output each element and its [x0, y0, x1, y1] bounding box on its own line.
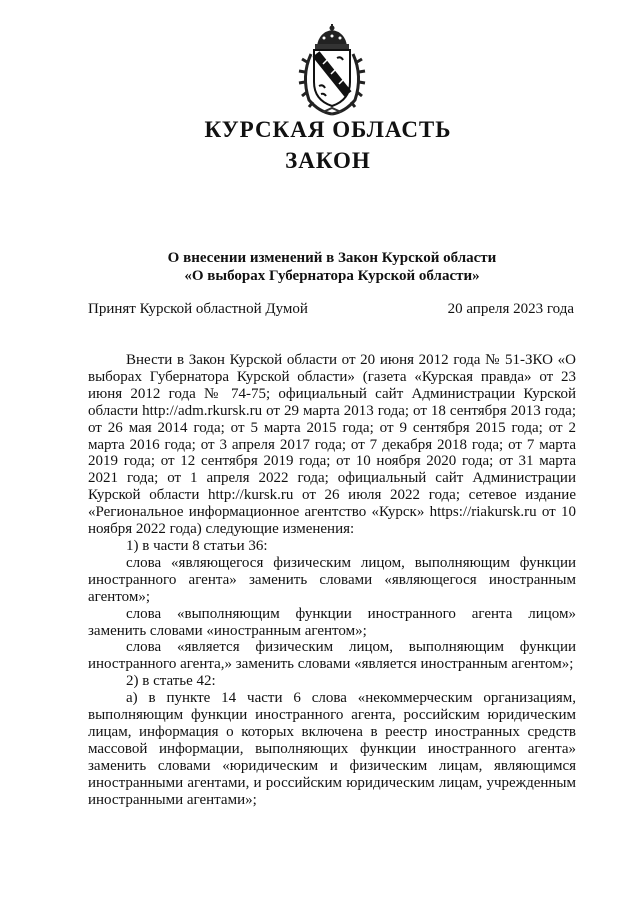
body-paragraph: слова «выполняющим функции иностранного агента лицом» заменить словами «иностранным агентом»;	[88, 605, 576, 639]
body-paragraph: а) в пункте 14 части 6 слова «некоммерческим организациям, выполняющим функции иностранного агента, российским юридическим лицам, информация о которых включена в реестр иностранных средств массовой информации, выполняющих функции иностранного агента» заменить словами «юридическим и физическим лицам, являющимся иностранными агентами, и российским юридическим лицам, учрежденным иностранными агентами»;	[88, 690, 576, 808]
body-paragraph: Внести в Закон Курской области от 20 июня 2012 года № 51-ЗКО «О выборах Губернатора Курской области» (газета «Курская правда» от 23 июня 2012 года № 74-75; официальный сайт Администрации Курской области http://adm.rkursk.ru от 29 марта 2013 года; от 18 сентября 2013 года; от 26 мая 2014 года; от 5 марта 2015 года; от 9 сентября 2015 года; от 2 марта 2016 года; от 3 апреля 2017 года; от 7 декабря 2018 года; от 7 марта 2019 года; от 12 сентября 2019 года; от 10 ноября 2020 года; от 31 марта 2021 года; от 1 апреля 2022 года; официальный сайт Администрации Курской области http://kursk.ru от 26 июля 2022 года; сетевое издание «Региональное информационное агентство «Курск» https://riakursk.ru от 10 ноября 2022 года) следующие изменения:	[88, 352, 576, 538]
document-type-heading: ЗАКОН	[285, 148, 371, 173]
adopted-by: Принят Курской областной Думой	[88, 301, 308, 317]
body-paragraph: слова «является физическим лицом, выполняющим функции иностранного агента,» заменить словами «является иностранным агентом»;	[88, 639, 576, 673]
body-paragraph: 1) в части 8 статьи 36:	[126, 537, 268, 554]
region-heading: КУРСКАЯ ОБЛАСТЬ	[204, 117, 452, 142]
body-paragraph: слова «являющегося физическим лицом, выполняющим функции иностранного агента» заменить словами «являющегося иностранным агентом»;	[88, 554, 576, 605]
law-title-line-2: «О выборах Губернатора Курской области»	[184, 268, 480, 284]
body-paragraph: 2) в статье 42:	[126, 673, 216, 690]
coat-of-arms-emblem	[297, 24, 367, 116]
adoption-date: 20 апреля 2023 года	[447, 301, 574, 317]
law-title-line-1: О внесении изменений в Закон Курской области	[167, 250, 497, 266]
law-body	[88, 352, 576, 808]
